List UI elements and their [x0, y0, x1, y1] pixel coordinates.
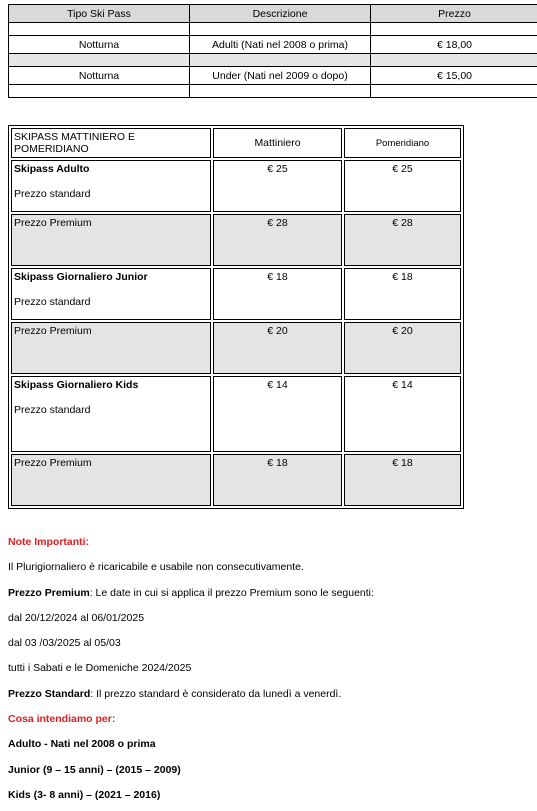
cell-prezzo: € 15,00: [371, 67, 537, 85]
premium-date: dal 03 /03/2025 al 05/03: [8, 637, 121, 650]
table-header-row: [9, 5, 537, 23]
notes-heading: Note Importanti:: [8, 536, 90, 548]
cell-name: Prezzo Premium: [11, 454, 211, 506]
cell-name: Prezzo Premium: [11, 214, 211, 266]
table-row: [9, 67, 537, 85]
cell-pomeridiano: € 28: [344, 214, 461, 266]
definition-kids: Kids (3- 8 anni) – (2021 – 2016): [8, 788, 161, 801]
table-row: [9, 36, 537, 54]
definition-adulto: Adulto - Nati nel 2008 o prima: [8, 738, 156, 751]
table-row: [11, 160, 461, 212]
cell-mattiniero: € 14: [213, 376, 342, 452]
table-header-row: [11, 128, 461, 158]
table-row: [11, 268, 461, 320]
cell-name: [11, 160, 211, 212]
cell-mattiniero: € 20: [213, 322, 342, 374]
cell-mattiniero: € 18: [213, 268, 342, 320]
table-row: [11, 376, 461, 452]
price-type: Prezzo standard: [14, 296, 91, 308]
cell-mattiniero: € 28: [213, 214, 342, 266]
cell-name: [11, 376, 211, 452]
cell-descrizione: Adulti (Nati nel 2008 o prima): [190, 36, 371, 54]
standard-text: : Il prezzo standard è considerato da lunedì a venerdì.: [90, 687, 342, 700]
skipass-morning-afternoon-table: [8, 125, 464, 509]
cell-pomeridiano: € 20: [344, 322, 461, 374]
cell-name: Prezzo Premium: [11, 322, 211, 374]
notes-section: [8, 530, 533, 808]
definitions-heading: Cosa intendiamo per:: [8, 713, 116, 726]
table-row: [11, 214, 461, 266]
cell-pomeridiano: € 18: [344, 454, 461, 506]
premium-date: tutti i Sabati e le Domeniche 2024/2025: [8, 662, 192, 675]
note-premium: [8, 581, 533, 606]
cell-tipo: Notturna: [9, 67, 190, 85]
cell-name: [11, 268, 211, 320]
table-row: [11, 322, 461, 374]
cell-descrizione: Under (Nati nel 2009 o dopo): [190, 67, 371, 85]
cell-pomeridiano: € 25: [344, 160, 461, 212]
definition-junior: Junior (9 – 15 anni) – (2015 – 2009): [8, 763, 181, 776]
pass-name: Skipass Adulto: [14, 163, 90, 175]
pass-name: Skipass Giornaliero Kids: [14, 379, 139, 391]
header-mattiniero: Mattiniero: [213, 128, 342, 158]
note-line: Il Plurigiornaliero è ricaricabile e usabile non consecutivamente.: [8, 561, 304, 574]
note-standard: [8, 682, 533, 707]
header-descrizione: Descrizione: [190, 5, 371, 23]
cell-mattiniero: € 25: [213, 160, 342, 212]
premium-text: : Le date in cui si applica il prezzo Premium sono le seguenti:: [89, 586, 374, 599]
cell-pomeridiano: € 18: [344, 268, 461, 320]
premium-date: dal 20/12/2024 al 06/01/2025: [8, 611, 145, 624]
table-row: [11, 454, 461, 506]
table-spacer-row: [9, 85, 537, 98]
cell-tipo: Notturna: [9, 36, 190, 54]
header-title: SKIPASS MATTINIERO E POMERIDIANO: [11, 128, 211, 158]
cell-pomeridiano: € 14: [344, 376, 461, 452]
header-prezzo: Prezzo: [371, 5, 537, 23]
cell-mattiniero: € 18: [213, 454, 342, 506]
price-type: Prezzo standard: [14, 188, 91, 200]
premium-label: Prezzo Premium: [8, 586, 90, 599]
cell-prezzo: € 18,00: [371, 36, 537, 54]
table-spacer-row: [9, 23, 537, 36]
table-spacer-row: [9, 54, 537, 67]
header-tipo: Tipo Ski Pass: [9, 5, 190, 23]
pass-name: Skipass Giornaliero Junior: [14, 271, 148, 283]
night-pass-table: [8, 4, 537, 98]
standard-label: Prezzo Standard: [8, 687, 91, 700]
price-type: Prezzo standard: [14, 404, 91, 416]
header-pomeridiano: Pomeridiano: [344, 128, 461, 158]
